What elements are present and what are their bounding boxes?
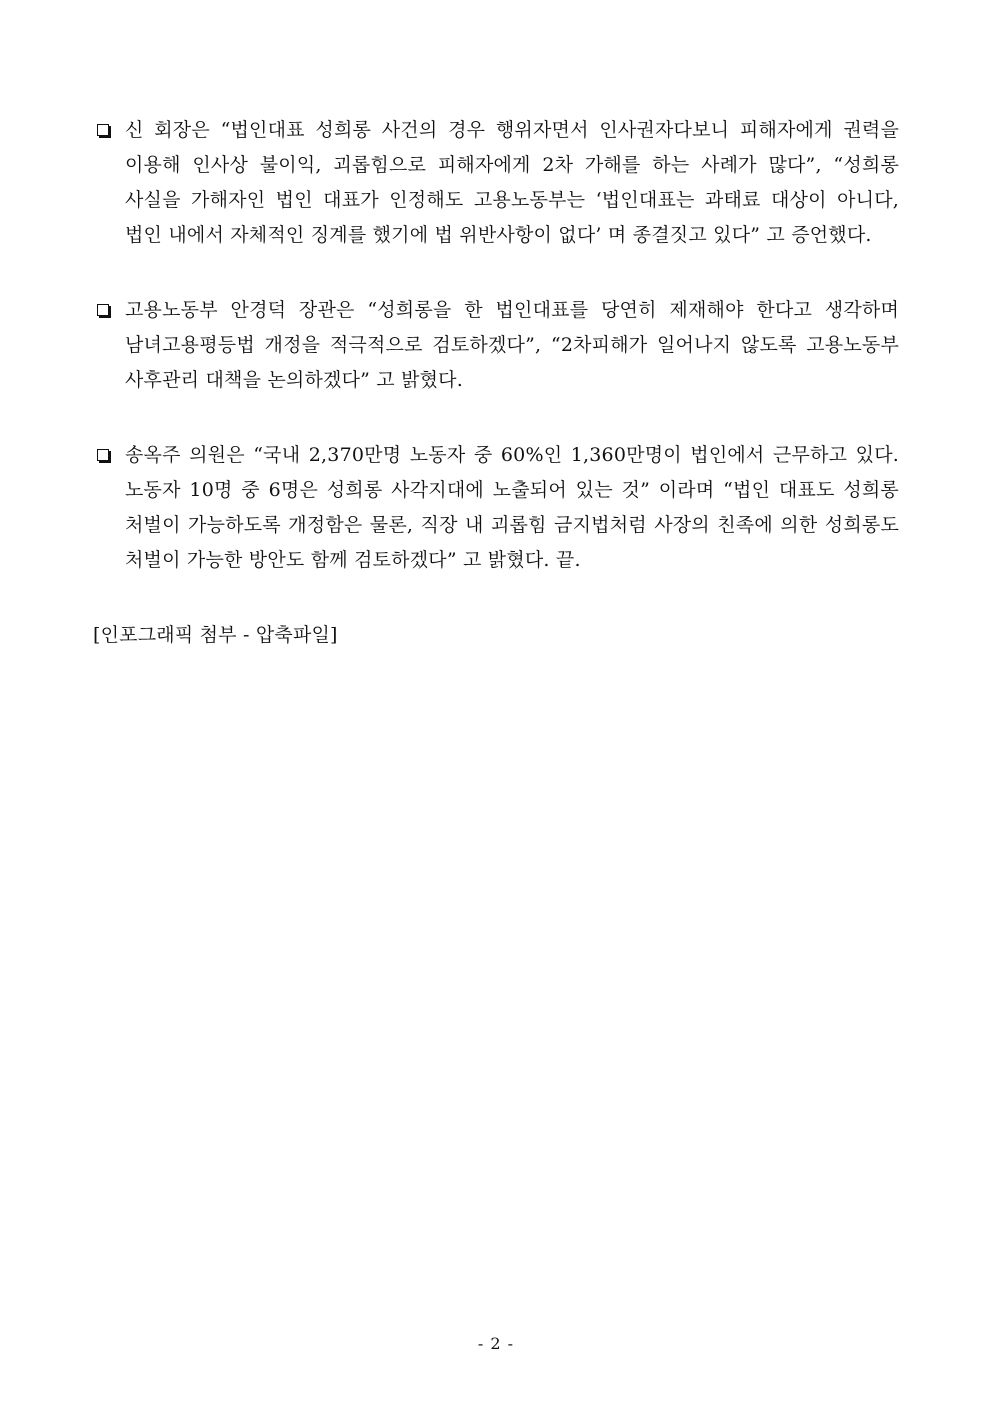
paragraph-lawmaker-statement	[93, 438, 899, 578]
paragraph-text: 고용노동부 안경덕 장관은 “성희롱을 한 법인대표를 당연히 제재해야 한다고 생각하며 남녀고용평등법 개정을 적극적으로 검토하겠다”, “2차피해가 일어나지 않도록 고용노동부 사후관리 대책을 논의하겠다” 고 밝혔다.	[125, 299, 899, 391]
paragraph-text: 신 회장은 “법인대표 성희롱 사건의 경우 행위자면서 인사권자다보니 피해자에게 권력을 이용해 인사상 불이익, 괴롭힘으로 피해자에게 2차 가해를 하는 사례가 많다”, “성희롱 사실을 가해자인 법인 대표가 인정해도 고용노동부는 ‘법인대표는 과태료 대상이 아니다, 법인 내에서 자체적인 징계를 했기에 법 위반사항이 없다’ 며 종결짓고 있다” 고 증언했다.	[125, 119, 899, 246]
paragraph-text: 송옥주 의원은 “국내 2,370만명 노동자 중 60%인 1,360만명이 법인에서 근무하고 있다. 노동자 10명 중 6명은 성희롱 사각지대에 노출되어 있는 것” 이라며 “법인 대표도 성희롱 처벌이 가능하도록 개정함은 물론, 직장 내 괴롭힘 금지법처럼 사장의 친족에 의한 성희롱도 처벌이 가능한 방안도 함께 검토하겠다” 고 밝혔다. 끝.	[125, 444, 899, 571]
paragraph-minister-statement	[93, 293, 899, 398]
checkbox-bullet-icon	[97, 449, 109, 461]
paragraph-chairman-testimony	[93, 113, 899, 253]
attachment-note: [인포그래픽 첨부 - 압축파일]	[93, 624, 338, 646]
checkbox-bullet-icon	[97, 304, 109, 316]
checkbox-bullet-icon	[97, 124, 109, 136]
page-number: - 2 -	[477, 1334, 515, 1353]
document-body	[93, 113, 899, 653]
